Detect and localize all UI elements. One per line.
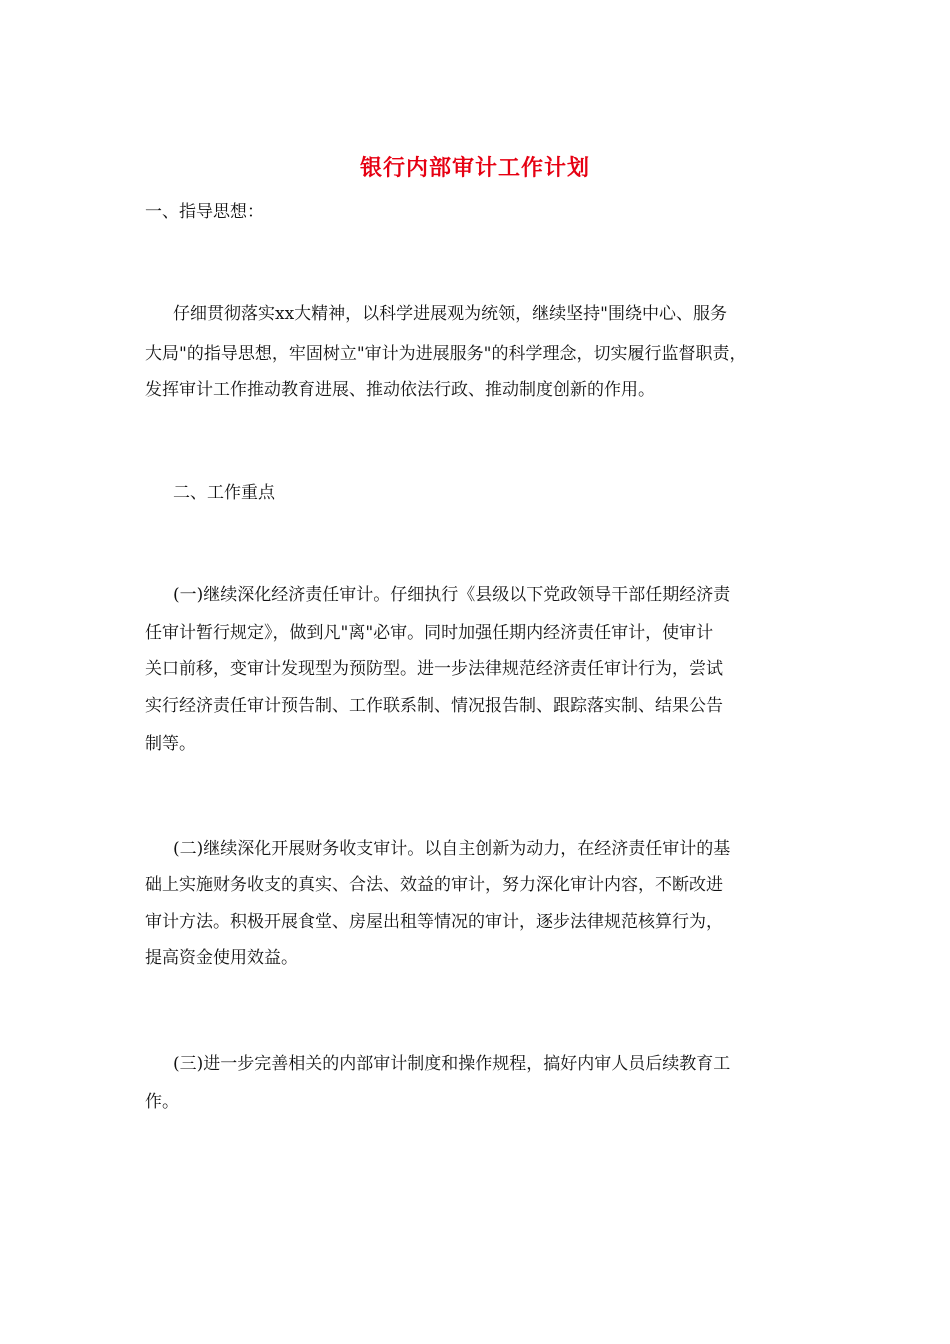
section1-line-2: 大局"的指导思想，牢固树立"审计为进展服务"的科学理念，切实履行监督职责， [145,344,747,364]
item3-line-1: (三)进一步完善相关的内部审计制度和操作规程，搞好内审人员后续教育工 [173,1054,731,1074]
section1-line-1: 仔细贯彻落实xx大精神，以科学进展观为统领，继续坚持"围绕中心、服务 [173,304,727,324]
item1-line-2: 任审计暂行规定》，做到凡"离"必审。同时加强任期内经济责任审计，使审计 [145,623,714,643]
item1-line-5: 制等。 [145,734,196,754]
item2-line-1: (二)继续深化开展财务收支审计。以自主创新为动力，在经济责任审计的基 [173,839,731,859]
section1-heading: 一、指导思想： [145,202,264,222]
item1-line-3: 关口前移，变审计发现型为预防型。进一步法律规范经济责任审计行为，尝试 [145,659,723,679]
item2-line-4: 提高资金使用效益。 [145,948,298,968]
document-title: 银行内部审计工作计划 [359,155,590,181]
item3-line-2: 作。 [145,1092,179,1112]
item1-line-4: 实行经济责任审计预告制、工作联系制、情况报告制、跟踪落实制、结果公告 [145,696,723,716]
item2-line-2: 础上实施财务收支的真实、合法、效益的审计，努力深化审计内容，不断改进 [145,875,723,895]
section2-heading: 二、工作重点 [173,483,275,503]
item1-line-1: (一)继续深化经济责任审计。仔细执行《县级以下党政领导干部任期经济责 [173,585,731,605]
section1-line-3: 发挥审计工作推动教育进展、推动依法行政、推动制度创新的作用。 [145,380,655,400]
item2-line-3: 审计方法。积极开展食堂、房屋出租等情况的审计，逐步法律规范核算行为， [145,912,723,932]
